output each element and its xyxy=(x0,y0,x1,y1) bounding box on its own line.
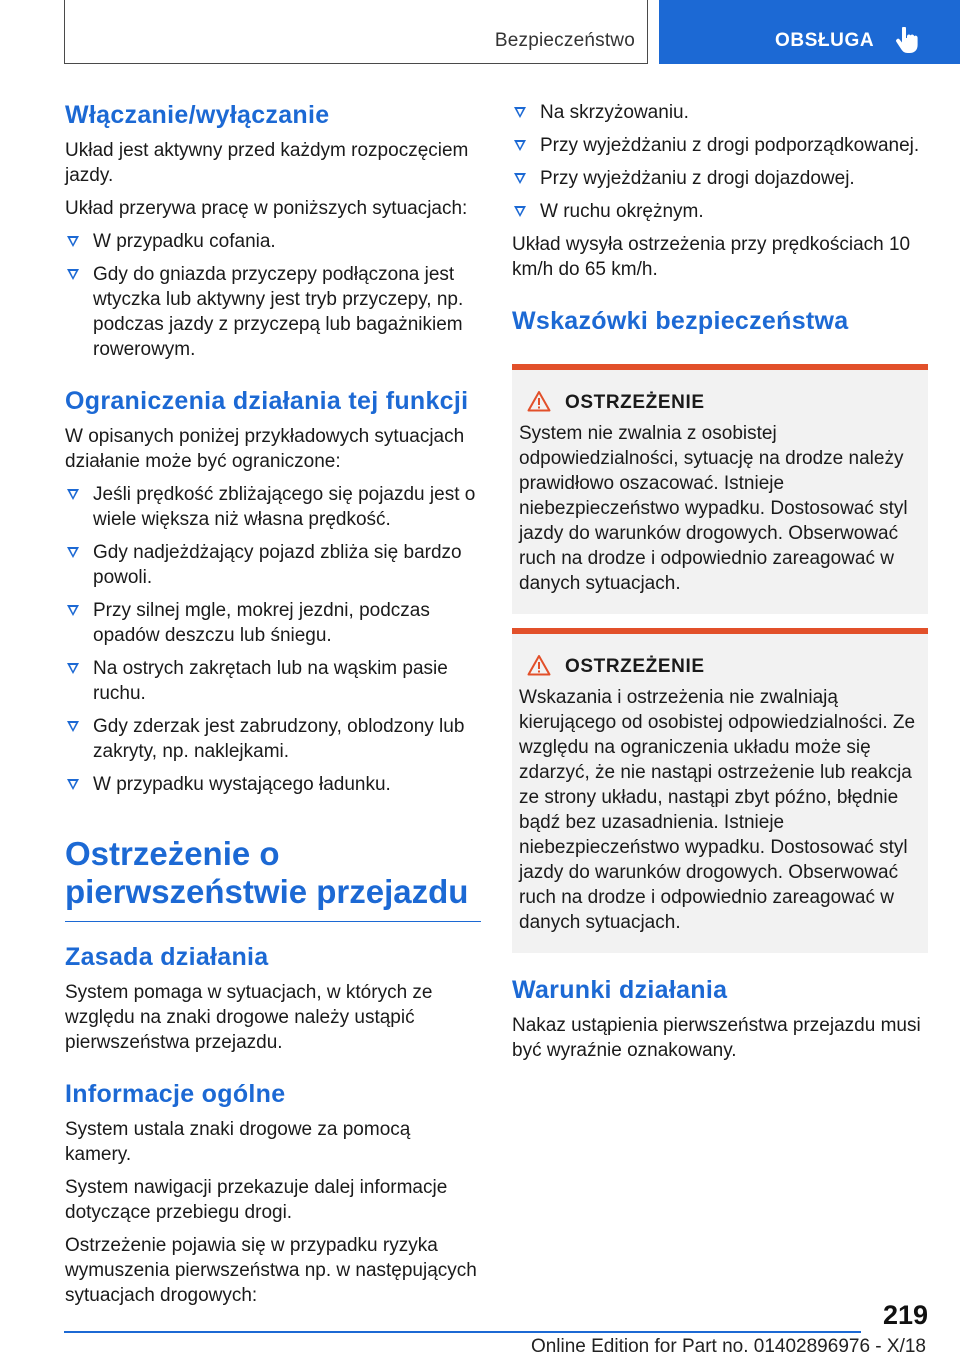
paragraph: W opisanych poniżej przykładowych sytuacjach działanie może być ograniczone: xyxy=(65,426,465,472)
section-title-principle: Zasada działania xyxy=(65,943,269,971)
triangle-bullet-icon xyxy=(67,663,79,674)
warning-box xyxy=(512,364,928,614)
list-item xyxy=(65,482,481,532)
warning-text: Wskazania i ostrzeżenia nie zwalniają kierującego od osobistej odpowiedzialności. Ze względu na ograniczenia układu może się zdarzyć, że nie nastąpi ostrzeżenie lub reakcja ze strony układu, nastąpi zbyt późno, błędnie bądź bez uzasadnienia. Istnieje niebezpieczeństwo wypadku. Dostosować styl jazdy do warunków drogowych. Obserwować ruch na drodze i odpowiednio zareagować w danych sytuacjach. xyxy=(519,687,916,933)
chapter-title: Ostrzeżenie o pierwszeństwie przejazdu xyxy=(65,835,481,922)
list-item xyxy=(65,262,481,362)
list-item xyxy=(65,772,481,797)
triangle-bullet-icon xyxy=(67,721,79,732)
paragraph: Układ przerywa pracę w poniższych sytuacjach: xyxy=(65,198,468,219)
warning-header xyxy=(519,390,920,415)
paragraph: Układ jest aktywny przed każdym rozpoczęciem jazdy. xyxy=(65,140,469,186)
warning-icon xyxy=(527,390,551,412)
list-item-text: Na skrzyżowaniu. xyxy=(540,102,689,123)
section-title-on-off: Włączanie/wyłączanie xyxy=(65,101,330,129)
list-item-text: W przypadku wystającego ładunku. xyxy=(93,774,391,795)
list-item-text: Przy wyjeżdżaniu z drogi podporządkowanej. xyxy=(540,135,920,156)
left-column xyxy=(65,100,481,1316)
paragraph: System nawigacji przekazuje dalej informacje dotyczące przebiegu drogi. xyxy=(65,1177,448,1223)
list-item xyxy=(65,540,481,590)
list-item-text: W ruchu okrężnym. xyxy=(540,201,704,222)
bullet-list xyxy=(512,100,928,224)
list-item xyxy=(65,656,481,706)
list-item xyxy=(512,166,928,191)
list-item-text: Na ostrych zakrętach lub na wąskim pasie ruchu. xyxy=(93,658,448,704)
triangle-bullet-icon xyxy=(514,206,526,217)
section-title-limitations: Ograniczenia działania tej funkcji xyxy=(65,387,469,415)
warning-title: OSTRZEŻENIE xyxy=(565,392,705,413)
triangle-bullet-icon xyxy=(514,107,526,118)
list-item-text: Gdy nadjeżdżający pojazd zbliża się bardzo powoli. xyxy=(93,542,462,588)
paragraph: Układ wysyła ostrzeżenia przy prędkościach 10 km/h do 65 km/h. xyxy=(512,234,911,280)
warning-text: System nie zwalnia z osobistej odpowiedzialności, sytuację na drodze należy prawidłowo oszacować. Istnieje niebezpieczeństwo wypadku. Dostosować styl jazdy do warunków drogowych. Obserwować ruch na drodze i odpowiednio zareagować w danych sytuacjach. xyxy=(519,423,908,594)
paragraph: Nakaz ustąpienia pierwszeństwa przejazdu musi być wyraźnie oznakowany. xyxy=(512,1015,921,1061)
list-item-text: Jeśli prędkość zbliżającego się pojazdu jest o wiele większa niż własna prędkość. xyxy=(93,484,476,530)
section-title-general-info: Informacje ogólne xyxy=(65,1080,286,1108)
list-item xyxy=(512,133,928,158)
triangle-bullet-icon xyxy=(67,779,79,790)
list-item-text: W przypadku cofania. xyxy=(93,231,276,252)
list-item xyxy=(512,100,928,125)
bullet-list xyxy=(65,482,481,797)
list-item xyxy=(65,598,481,648)
triangle-bullet-icon xyxy=(67,236,79,247)
paragraph: Ostrzeżenie pojawia się w przypadku ryzyka wymuszenia pierwszeństwa np. w następujących sytuacjach drogowych: xyxy=(65,1235,477,1306)
warning-icon xyxy=(527,654,551,676)
section-title-safety: Wskazówki bezpieczeństwa xyxy=(512,307,849,335)
list-item-text: Gdy do gniazda przyczepy podłączona jest wtyczka lub aktywny jest tryb przyczepy, np. podczas jazdy z przyczepą lub bagażnikiem rowerowym. xyxy=(93,264,464,360)
triangle-bullet-icon xyxy=(514,173,526,184)
paragraph: System pomaga w sytuacjach, w których ze względu na znaki drogowe należy ustąpić pierwszeństwa przejazdu. xyxy=(65,982,433,1053)
list-item xyxy=(65,714,481,764)
list-item-text: Przy wyjeżdżaniu z drogi dojazdowej. xyxy=(540,168,855,189)
header-section-box xyxy=(64,0,648,64)
header-chapter-tab[interactable] xyxy=(659,0,960,64)
header-section-title: Bezpieczeństwo xyxy=(494,30,635,51)
footer-rule xyxy=(64,1331,861,1333)
warning-title: OSTRZEŻENIE xyxy=(565,656,705,677)
footer-edition: Online Edition for Part no. 01402896976 - X/18 xyxy=(530,1336,926,1357)
section-title-conditions: Warunki działania xyxy=(512,976,728,1004)
header-chapter-label: OBSŁUGA xyxy=(775,30,875,51)
paragraph: System ustala znaki drogowe za pomocą kamery. xyxy=(65,1119,411,1165)
list-item-text: Przy silnej mgle, mokrej jezdni, podczas opadów deszczu lub śniegu. xyxy=(93,600,430,646)
triangle-bullet-icon xyxy=(67,269,79,280)
bullet-list xyxy=(65,229,481,362)
triangle-bullet-icon xyxy=(67,547,79,558)
list-item xyxy=(65,229,481,254)
list-item xyxy=(512,199,928,224)
warning-box xyxy=(512,628,928,953)
triangle-bullet-icon xyxy=(514,140,526,151)
right-column xyxy=(512,100,928,1071)
triangle-bullet-icon xyxy=(67,605,79,616)
list-item-text: Gdy zderzak jest zabrudzony, oblodzony lub zakryty, np. naklejkami. xyxy=(93,716,465,762)
warning-header xyxy=(519,654,920,679)
page-number: 219 xyxy=(882,1300,928,1330)
triangle-bullet-icon xyxy=(67,489,79,500)
pointing-hand-icon xyxy=(895,27,919,54)
